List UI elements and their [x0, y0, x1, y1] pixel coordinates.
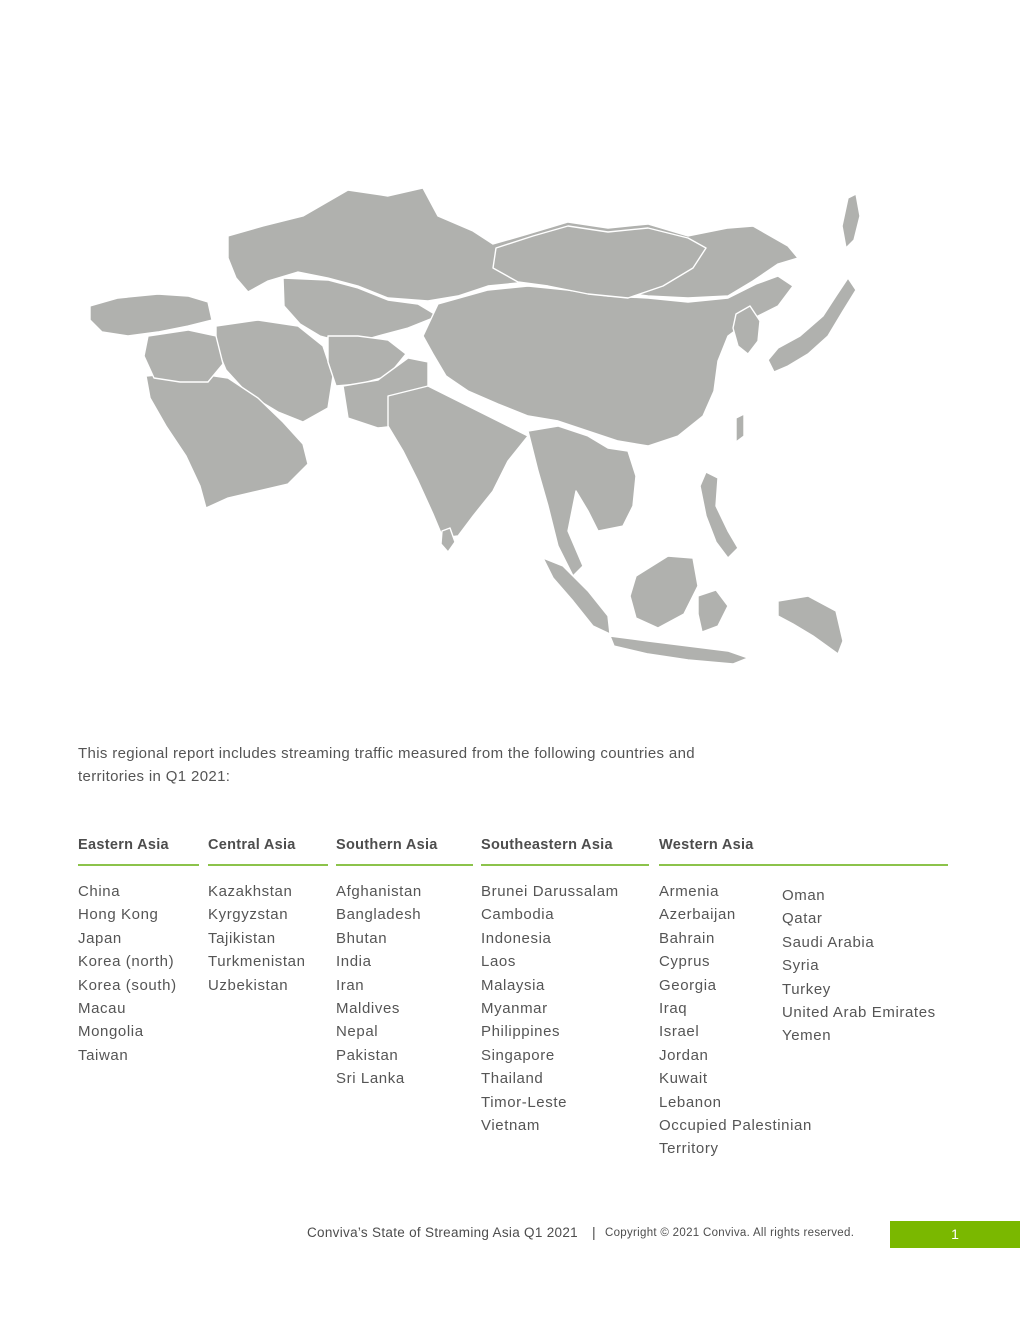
- country-item: Laos: [481, 953, 516, 971]
- asia-map: [88, 186, 946, 670]
- region-central-asia: [208, 834, 328, 994]
- region-heading: Western Asia: [659, 834, 948, 866]
- country-item: Korea (south): [78, 976, 177, 994]
- country-item: Cambodia: [481, 906, 555, 924]
- region-list: [78, 880, 177, 1067]
- footer: [0, 1221, 1020, 1248]
- map-region-india: [388, 386, 528, 538]
- page-number: 1: [890, 1221, 1020, 1248]
- map-region-hokkaido: [842, 194, 860, 248]
- region-list-second: [782, 884, 936, 1048]
- country-item: Brunei Darussalam: [481, 883, 619, 900]
- country-item: Armenia: [659, 883, 720, 900]
- country-item: Cyprus: [659, 953, 711, 971]
- country-item: Kuwait: [659, 1070, 708, 1088]
- country-item: Bhutan: [336, 929, 388, 947]
- country-item: Lebanon: [659, 1093, 722, 1111]
- country-item: Malaysia: [481, 976, 545, 994]
- region-southern-asia: [336, 834, 473, 1088]
- map-region-sulawesi: [698, 590, 728, 632]
- region-western-asia: [659, 834, 948, 1158]
- country-item: Kazakhstan: [208, 883, 293, 900]
- region-heading: Southern Asia: [336, 834, 473, 866]
- country-item: Territory: [659, 1140, 719, 1158]
- country-item: Philippines: [481, 1023, 561, 1041]
- country-item: Korea (north): [78, 953, 175, 971]
- region-heading: Central Asia: [208, 834, 328, 866]
- country-item: Tajikistan: [208, 929, 276, 947]
- country-item: Bangladesh: [336, 906, 422, 924]
- country-item: Singapore: [481, 1046, 555, 1064]
- map-region-java: [610, 636, 748, 664]
- country-item: Myanmar: [481, 1000, 548, 1018]
- map-region-taiwan: [736, 414, 744, 442]
- country-item: Japan: [78, 929, 122, 947]
- country-item: Iran: [336, 976, 365, 994]
- map-region-newguinea: [778, 596, 843, 654]
- country-item: Macau: [78, 1000, 127, 1018]
- country-item: Hong Kong: [78, 906, 159, 924]
- country-item: Pakistan: [336, 1046, 399, 1064]
- country-item: Vietnam: [481, 1117, 540, 1135]
- country-item: Occupied Palestinian: [659, 1117, 812, 1135]
- country-item: Jordan: [659, 1046, 709, 1064]
- map-region-philippines: [700, 472, 738, 558]
- country-item: Azerbaijan: [659, 906, 736, 924]
- country-item: Georgia: [659, 976, 717, 994]
- footer-title: Conviva’s State of Streaming Asia Q1 2021: [307, 1225, 578, 1240]
- region-southeastern-asia: [481, 834, 649, 1135]
- country-item: China: [78, 883, 121, 900]
- region-list: [481, 880, 619, 1137]
- region-list: [208, 880, 306, 997]
- country-item: Maldives: [336, 1000, 400, 1018]
- region-eastern-asia: [78, 834, 199, 1064]
- country-item: Thailand: [481, 1070, 544, 1088]
- footer-copyright: Copyright © 2021 Conviva. All rights reserved.: [605, 1227, 855, 1239]
- country-item: Iraq: [659, 1000, 688, 1018]
- map-region-borneo: [630, 556, 698, 628]
- map-region-iraq-syria: [144, 330, 223, 382]
- country-item: Uzbekistan: [208, 976, 289, 994]
- intro-text: This regional report includes streaming traffic measured from the following countries and territories in Q1 2021:: [78, 745, 695, 785]
- country-item: Bahrain: [659, 929, 715, 947]
- region-heading: Eastern Asia: [78, 834, 199, 866]
- country-item: Turkmenistan: [208, 953, 306, 971]
- country-item: Qatar: [782, 910, 823, 928]
- country-item: Timor-Leste: [481, 1093, 568, 1111]
- country-item: Yemen: [782, 1027, 832, 1045]
- country-item: Turkey: [782, 980, 831, 998]
- map-region-sea-mainland: [528, 426, 636, 576]
- region-heading: Southeastern Asia: [481, 834, 649, 866]
- country-item: Indonesia: [481, 929, 552, 947]
- country-item: Kyrgyzstan: [208, 906, 289, 924]
- country-item: Syria: [782, 957, 820, 975]
- country-item: Taiwan: [78, 1046, 129, 1064]
- country-item: India: [336, 953, 372, 971]
- country-item: Nepal: [336, 1023, 379, 1041]
- country-item: Afghanistan: [336, 883, 422, 900]
- country-item: Mongolia: [78, 1023, 144, 1041]
- country-item: Israel: [659, 1023, 700, 1041]
- country-item: Sri Lanka: [336, 1070, 405, 1088]
- asia-map-svg: [88, 186, 946, 670]
- map-region-turkey: [90, 294, 212, 336]
- region-list: [336, 880, 422, 1091]
- country-item: Saudi Arabia: [782, 933, 875, 951]
- country-item: Oman: [782, 887, 826, 904]
- footer-separator: |: [592, 1224, 596, 1240]
- country-item: United Arab Emirates: [782, 1004, 936, 1022]
